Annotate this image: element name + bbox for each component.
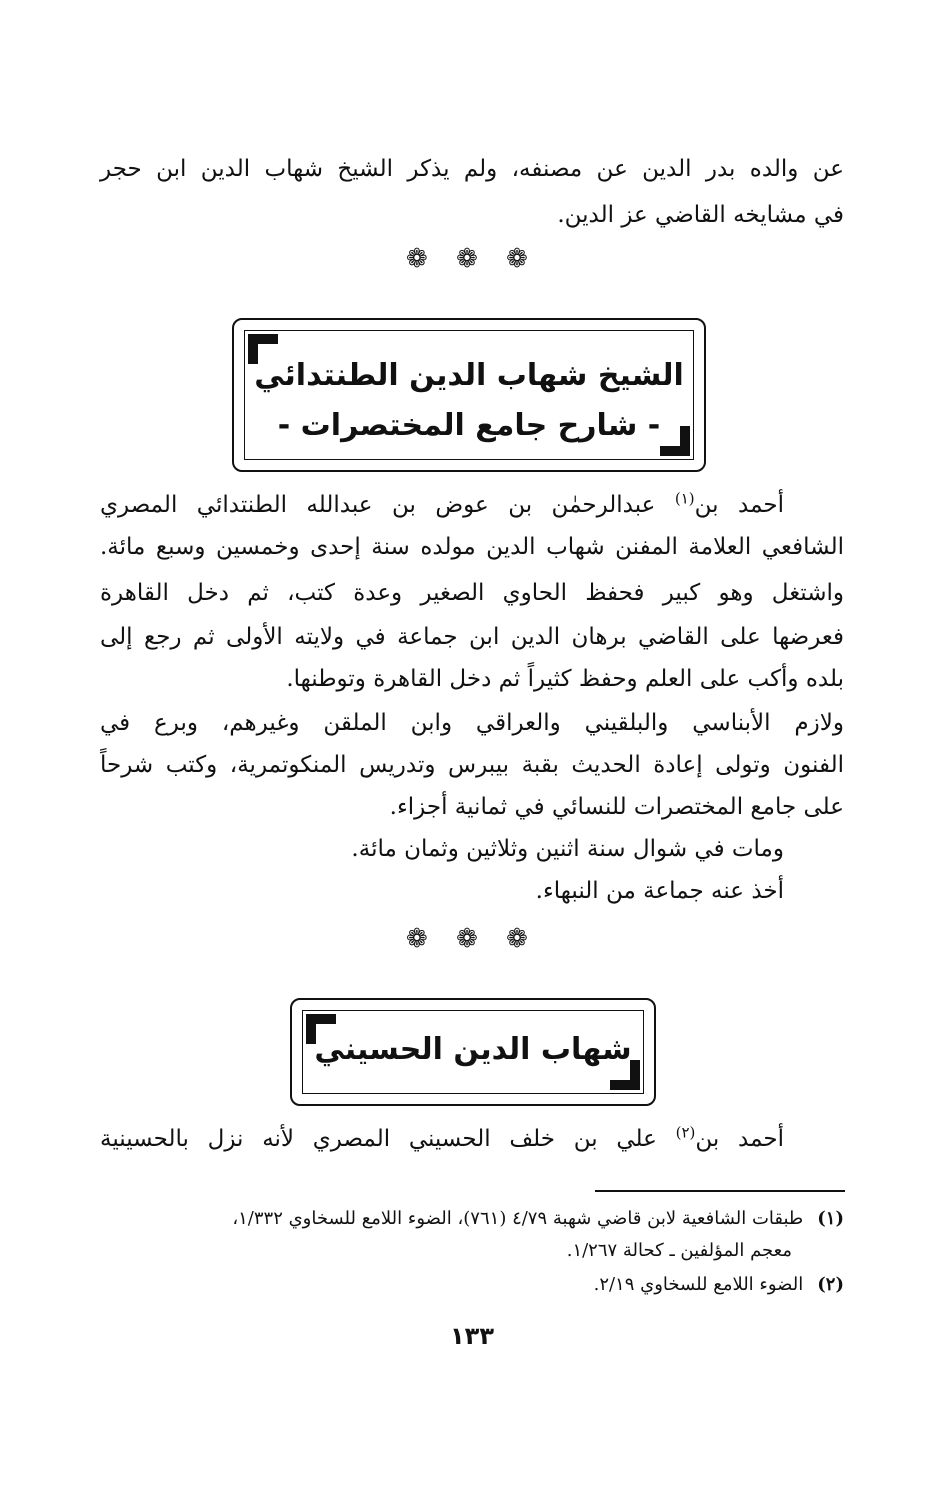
entry2-title: شهاب الدين الحسيني — [314, 1032, 632, 1067]
entry1-line: بلده وأكب على العلم وحفظ كثيراً ثم دخل القاهرة وتوطنها. — [286, 666, 844, 692]
entry1-line: على جامع المختصرات للنسائي في ثمانية أجزاء. — [389, 794, 844, 820]
entry1-title: الشيخ شهاب الدين الطنتدائي — [254, 358, 684, 393]
footnote-text: طبقات الشافعية لابن قاضي شهبة ٤/٧٩ (٧٦١)، الضوء اللامع للسخاوي ١/٣٣٢، — [232, 1208, 804, 1229]
entry2-name-start: أحمد بن — [695, 1126, 785, 1152]
footnote-number: (١) — [817, 1208, 844, 1229]
entry1-name-rest: عبدالرحمٰن بن عوض بن عبدالله الطنتدائي المصري — [100, 492, 675, 518]
entry1-first-line — [100, 488, 784, 522]
footnote-ref-1: (١) — [674, 489, 695, 508]
footnote-1-continued: معجم المؤلفين ـ كحالة ١/٢٦٧. — [566, 1240, 792, 1261]
footnote-1 — [100, 1204, 844, 1234]
entry1-subtitle: - شارح جامع المختصرات - — [277, 408, 661, 443]
footnote-2 — [100, 1270, 844, 1300]
footnote-text: الضوء اللامع للسخاوي ٢/١٩. — [593, 1274, 804, 1295]
footnote-rule — [595, 1190, 845, 1192]
entry1-line: ومات في شوال سنة اثنين وثلاثين وثمان مائة. — [351, 836, 784, 862]
footnote-ref-2: (٢) — [675, 1123, 696, 1142]
frame-corner — [306, 1014, 336, 1024]
entry1-line: واشتغل وهو كبير فحفظ الحاوي الصغير وعدة كتب، ثم دخل القاهرة — [100, 580, 844, 606]
page-number: ١٣٣ — [450, 1322, 494, 1350]
frame-corner — [610, 1080, 640, 1090]
entry1-line: أخذ عنه جماعة من النبهاء. — [535, 878, 784, 904]
entry1-line: فعرضها على القاضي برهان الدين ابن جماعة في ولايته الأولى ثم رجع إلى — [100, 624, 844, 650]
entry2-title-frame — [290, 998, 656, 1106]
frame-corner — [248, 334, 278, 344]
entry2-first-line — [100, 1122, 784, 1156]
section-separator: ❁ ❁ ❁ — [406, 924, 538, 954]
entry1-title-frame — [232, 318, 706, 472]
intro-line-1: عن والده بدر الدين عن مصنفه، ولم يذكر الشيخ شهاب الدين ابن حجر — [100, 156, 844, 182]
section-separator: ❁ ❁ ❁ — [406, 244, 538, 274]
entry2-name-rest: علي بن خلف الحسيني المصري لأنه نزل بالحسينية — [100, 1126, 676, 1152]
intro-line-2: في مشايخه القاضي عز الدين. — [557, 202, 844, 228]
footnote-number: (٢) — [817, 1274, 844, 1295]
entry1-name-start: أحمد بن — [694, 492, 784, 518]
entry1-line: ولازم الأبناسي والبلقيني والعراقي وابن الملقن وغيرهم، وبرع في — [100, 710, 844, 736]
frame-corner — [660, 446, 690, 456]
entry1-line: الشافعي العلامة المفنن شهاب الدين مولده سنة إحدى وخمسين وسبع مائة. — [100, 534, 844, 560]
entry1-line: الفنون وتولى إعادة الحديث بقبة بيبرس وتدريس المنكوتمرية، وكتب شرحاً — [100, 752, 844, 778]
